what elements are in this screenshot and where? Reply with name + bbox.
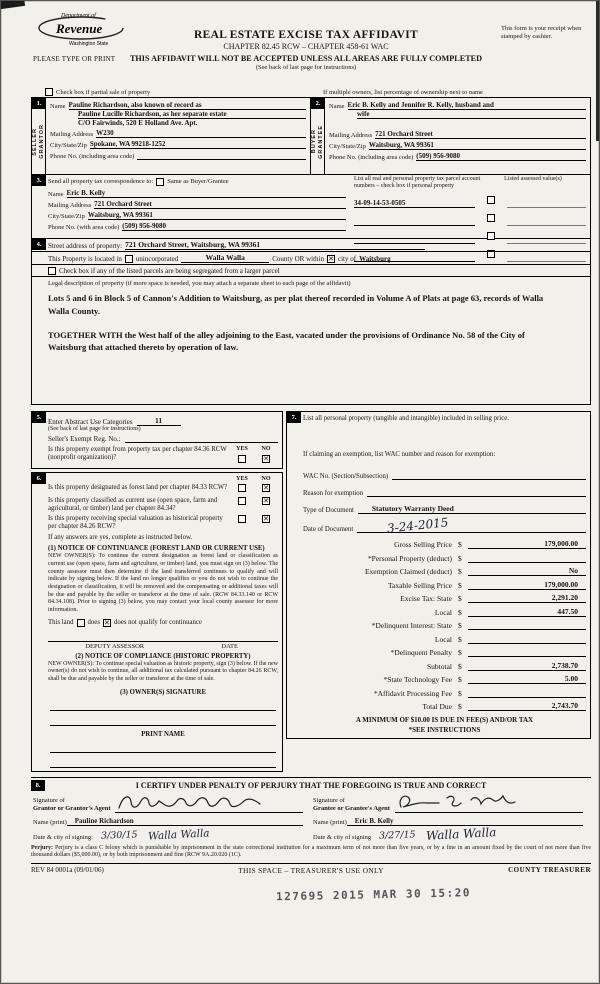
section-5-box xyxy=(31,411,283,469)
buyer-phone-field[interactable]: (509) 956-9080 xyxy=(416,152,586,161)
section-7-chip: 7. xyxy=(287,412,301,423)
parcel-row xyxy=(354,208,586,226)
buyer-grantee-side-label: BUYER GRANTEE xyxy=(311,109,325,174)
treasurer-space-label: THIS SPACE – TREASURER'S USE ONLY xyxy=(238,866,384,876)
personal-property-label: List all personal property (tangible and intangible) included in selling price. xyxy=(303,415,509,422)
section-8-chip: 8. xyxy=(31,780,45,791)
scan-artifact xyxy=(0,0,25,10)
does-label: does xyxy=(87,619,100,627)
seller-grantor-side-label: SELLER GRANTOR xyxy=(32,109,46,174)
county-field[interactable]: Walla Walla xyxy=(181,253,269,263)
handwritten-document-date: 3-24-2015 xyxy=(386,515,450,536)
section-2-chip: 2. xyxy=(311,98,325,109)
grantee-sig-label: Signature of xyxy=(313,797,345,805)
seller-phone-field[interactable] xyxy=(137,151,306,160)
section-5-chip: 5. xyxy=(32,412,46,423)
buyer-name-field-2[interactable]: wife xyxy=(357,110,586,119)
unincorporated-label: unincorporated xyxy=(135,255,179,263)
excise-tax-table xyxy=(303,536,586,712)
seller-city-field[interactable]: Spokane, WA 99218-1252 xyxy=(90,140,306,149)
reason-exemption-field[interactable] xyxy=(367,488,586,497)
receipt-note: This form is your receipt when stamped by cashier. xyxy=(501,25,582,41)
segregated-checkbox[interactable] xyxy=(48,267,56,275)
parcel-personal-checkbox[interactable] xyxy=(487,214,495,222)
money-row: Excise Tax: State $ 2,291.20 xyxy=(303,590,586,604)
assessed-value-field[interactable] xyxy=(507,217,586,226)
section-1-seller-box xyxy=(31,97,311,175)
deputy-assessor-line xyxy=(48,641,278,650)
buyer-mailing-field[interactable]: 721 Orchard Street xyxy=(375,130,586,139)
money-row: *Delinquent Penalty $ xyxy=(303,644,586,658)
seller-name-label: Name xyxy=(50,103,66,110)
grantor-sig-label: Signature of xyxy=(33,797,65,805)
question-row: Is this property receiving special valuation as historical property per chapter 84.26 RCW? ✕ xyxy=(48,514,269,530)
money-row: *Delinquent Interest: State $ xyxy=(303,617,586,631)
logo-text-top: Department of xyxy=(61,13,96,19)
money-row: Gross Selling Price $ 179,000.00 xyxy=(303,536,586,550)
exempt-question: Is this property exempt from property tax per chapter 84.36 RCW (nonprofit organization)? xyxy=(48,446,227,462)
legal-description-p2: TOGETHER WITH the West half of the alley adjoining to the East, vacated under the provisions of Ordinance No. 58 of the City of Waitsburg that attached thereto by operation of law. xyxy=(48,329,525,353)
affidavit-processing-fee-value[interactable] xyxy=(468,688,586,698)
multiple-owners-note: If multiple owners, list percentage of ownership next to name xyxy=(323,89,483,96)
seller-city-label: City/State/Zip xyxy=(50,142,87,149)
partial-sale-checkbox[interactable] xyxy=(45,88,53,96)
delinquent-interest-state-value[interactable] xyxy=(468,620,586,630)
exempt-yes-checkbox[interactable] xyxy=(238,455,246,463)
owner-signature-line[interactable] xyxy=(50,711,276,726)
exempt-reg-label: Seller's Exempt Reg. No.: xyxy=(48,435,121,443)
minimum-fee-note: A MINIMUM OF $10.00 IS DUE IN FEE(S) AND/OR TAX xyxy=(355,716,534,725)
date-of-document-label: Date of Document xyxy=(303,525,354,533)
logo-text-main: Revenue xyxy=(56,21,103,36)
partial-sale-label: Check box if partial sale of property xyxy=(56,88,151,96)
money-row: *State Technology Fee $ 5.00 xyxy=(303,671,586,685)
personal-property-deduct-value[interactable] xyxy=(468,553,586,563)
grantor-signature-field[interactable] xyxy=(115,793,303,813)
grantor-handwritten-date: 3/30/15 xyxy=(100,829,138,842)
section-2-buyer-box xyxy=(311,97,591,175)
no-header: NO xyxy=(261,446,271,452)
unincorporated-checkbox[interactable] xyxy=(125,255,133,263)
located-in-label: This Property is located in xyxy=(48,255,122,263)
excise-tax-state-value[interactable]: 2,291.20 xyxy=(468,593,586,603)
owner-signature-line[interactable] xyxy=(50,696,276,711)
page-title: REAL ESTATE EXCISE TAX AFFIDAVIT xyxy=(194,29,418,41)
money-row: Total Due $ 2,743.70 xyxy=(303,698,586,712)
grantor-name-print-label: Name (print) xyxy=(33,818,67,826)
corr-mailing-label: Mailing Address xyxy=(48,202,92,209)
buyer-city-label: City/State/Zip xyxy=(329,143,366,150)
grantee-signature-block: Signature of Grantee or Grantee's Agent Name (print) Eric B. Kelly Date & city of signing 3/27/15 Walla Walla xyxy=(311,792,591,841)
question-row: Is this property classified as current use (open space, farm and agricultural, or timber) land per chapter 84.34? ✕ xyxy=(48,496,269,512)
q3-no-checkbox[interactable]: ✕ xyxy=(263,514,269,523)
print-name-label: PRINT NAME xyxy=(141,730,185,738)
same-as-buyer-checkbox[interactable] xyxy=(156,178,164,186)
money-row: *Personal Property (deduct) $ xyxy=(303,549,586,563)
grantor-signature xyxy=(115,792,275,816)
print-name-line[interactable] xyxy=(50,753,276,768)
notice-continuance-body: NEW OWNER(S): To continue the current designation as forest land or classification as current use (open space, farm and agriculture, or timber) land, you must sign on (3) below. The county assessor must then determine if the land transferred continues to qualify and will indicate by signing below. If the land no longer qualifies or you do not wish to continue the designation or classification, it will be removed and the compensating or additional taxes will be due and payable by the seller or transferor at the time of sale. (RCW 84.33.140 or RCW 84.34.108). Prior to signing (3) below, you may contact your local county assessor for more information. xyxy=(48,553,278,613)
reason-exemption-label: Reason for exemption xyxy=(303,489,364,497)
seller-mailing-label: Mailing Address xyxy=(50,131,94,138)
notice-compliance-title: (2) NOTICE OF COMPLIANCE (HISTORIC PROPERTY) xyxy=(75,652,251,660)
buyer-phone-label: Phone No. (including area code) xyxy=(329,154,414,161)
corr-city-field[interactable]: Waitsburg, WA 99361 xyxy=(88,211,346,220)
assessed-values-header: Listed assessed value(s) xyxy=(504,176,562,182)
yes-header: YES xyxy=(236,446,248,452)
owners-signature-label: (3) OWNER(S) SIGNATURE xyxy=(120,688,206,696)
money-row: Local $ xyxy=(303,630,586,644)
date-label: DATE xyxy=(221,642,238,650)
delinquent-interest-local-value[interactable] xyxy=(468,634,586,644)
section-8-certification xyxy=(31,777,591,841)
question-row: Is this property designated as forest land per chapter 84.33 RCW? ✕ xyxy=(48,484,269,493)
please-type-label: PLEASE TYPE OR PRINT xyxy=(33,55,116,63)
parcel-number-field[interactable]: 34-09-14-53-0505 xyxy=(354,199,475,208)
seller-name-field-2[interactable]: Pauline Lucille Richardson, as her separate estate xyxy=(78,110,306,119)
abstract-use-field[interactable]: 11 xyxy=(137,416,181,426)
state-technology-fee-value[interactable]: 5.00 xyxy=(468,674,586,684)
if-yes-note: If any answers are yes, complete as instructed below. xyxy=(48,534,193,542)
wac-no-label: WAC No. (Section/Subsection) xyxy=(303,472,389,480)
wac-no-field[interactable] xyxy=(392,471,586,480)
section-3-chip: 3. xyxy=(32,175,46,186)
grantee-handwritten-date: 3/27/15 xyxy=(378,829,416,842)
same-as-buyer-label: Same as Buyer/Grantee xyxy=(167,178,229,185)
buyer-mailing-label: Mailing Address xyxy=(329,132,373,139)
q2-no-checkbox[interactable]: ✕ xyxy=(263,496,269,505)
legal-description-p1: Lots 5 and 6 in Block 5 of Cannon's Addition to Waitsburg, as per plat thereof recorded in Volume A of Plats at page 63, records of Walla Walla County. xyxy=(48,293,544,316)
logo-text-sub: Washington State xyxy=(69,41,109,47)
grantee-signature-field[interactable] xyxy=(395,793,583,813)
exemption-claimed-value[interactable]: No xyxy=(468,566,586,576)
money-row: Exemption Claimed (deduct) $ No xyxy=(303,563,586,577)
seller-phone-label: Phone No. (including area code) xyxy=(50,153,135,160)
delinquent-penalty-value[interactable] xyxy=(468,647,586,657)
money-row: Local $ 447.50 xyxy=(303,603,586,617)
seller-co-line: C/O Fairwinds, 520 E Holland Ave. Apt. xyxy=(78,119,198,127)
section-4-chip: 4. xyxy=(32,239,46,250)
exempt-no-checkbox[interactable]: ✕ xyxy=(263,455,269,464)
type-of-document-field[interactable]: Statutory Warranty Deed xyxy=(358,504,586,514)
grantor-signature-block: Signature of Grantor or Grantor's Agent Name (print) Pauline Richardson Date & city of signing: 3/30/15 Walla Walla xyxy=(31,792,311,841)
section-6-chip: 6. xyxy=(32,473,46,484)
county-or-label: County OR within xyxy=(272,255,324,263)
warning-text: THIS AFFIDAVIT WILL NOT BE ACCEPTED UNLESS ALL AREAS ARE FULLY COMPLETED xyxy=(129,54,483,63)
grantee-date-label: Date & city of signing xyxy=(313,833,372,841)
no-header: NO xyxy=(261,476,271,483)
parcel-personal-checkbox[interactable] xyxy=(487,196,495,204)
title-block xyxy=(101,29,511,71)
buyer-city-field[interactable]: Waitsburg, WA 99361 xyxy=(369,141,586,150)
legal-description-label: Legal description of property (if more space is needed, you may attach a separate sheet to each page of the affidavit) xyxy=(48,280,351,287)
section-1-chip: 1. xyxy=(32,98,46,109)
q1-no-checkbox[interactable]: ✕ xyxy=(263,484,269,493)
gross-selling-price-value[interactable]: 179,000.00 xyxy=(468,539,586,549)
corr-name-label: Name xyxy=(48,191,64,198)
parcel-row xyxy=(354,190,586,208)
send-correspondence-label: Send all property tax correspondence to: xyxy=(48,178,154,185)
corr-phone-label: Phone No. (with area code) xyxy=(48,224,120,231)
certify-statement: I CERTIFY UNDER PENALTY OF PERJURY THAT THE FOREGOING IS TRUE AND CORRECT xyxy=(135,780,487,790)
corr-mailing-field[interactable]: 721 Orchard Street xyxy=(94,200,346,209)
party-row xyxy=(31,97,591,175)
parcel-number-field[interactable] xyxy=(354,217,475,226)
section-3-box xyxy=(31,175,591,239)
seller-name-field[interactable]: Pauline Richardson, also known of record as xyxy=(69,101,306,110)
q1-yes-checkbox[interactable] xyxy=(238,484,246,492)
see-instructions-note: *SEE INSTRUCTIONS xyxy=(408,725,481,734)
legal-description-area[interactable] xyxy=(32,288,590,404)
money-row: *Affidavit Processing Fee $ xyxy=(303,684,586,698)
excise-tax-local-value[interactable]: 447.50 xyxy=(468,607,586,617)
personal-property-field[interactable] xyxy=(303,423,586,451)
taxable-selling-price-value[interactable]: 179,000.00 xyxy=(468,580,586,590)
does-checkbox[interactable] xyxy=(77,619,85,627)
assessed-value-field[interactable] xyxy=(507,199,586,208)
see-back-note: (See back of last page for instructions) xyxy=(255,64,357,71)
grantee-name-field[interactable]: Eric B. Kelly xyxy=(347,817,583,826)
cashier-date-stamp: 127695 2015 MAR 30 15:20 xyxy=(275,886,472,904)
deputy-assessor-label: DEPUTY ASSESSOR xyxy=(85,642,145,650)
county-treasurer-label: COUNTY TREASURER xyxy=(508,866,591,875)
grantee-name-print-label: Name (print) xyxy=(313,818,347,826)
this-land-label: This land xyxy=(48,619,74,627)
buyer-name-field[interactable]: Eric B. Kelly and Jennifer R. Kelly, husband and xyxy=(348,101,586,110)
street-address-field[interactable]: 721 Orchard Street, Waitsburg, WA 99361 xyxy=(125,240,425,250)
abstract-use-label: Enter Abstract Use Categories xyxy=(48,418,133,426)
see-back-note-2: (See back of last page for instructions) xyxy=(48,426,141,432)
q3-yes-checkbox[interactable] xyxy=(238,515,246,523)
scan-artifact xyxy=(596,1,599,141)
date-of-document-field[interactable] xyxy=(357,515,586,536)
parcel-numbers-header: List all real and personal property tax parcel account numbers – check box if personal property xyxy=(354,176,481,189)
subtotal-value[interactable]: 2,738.70 xyxy=(468,661,586,671)
total-due-value[interactable]: 2,743.70 xyxy=(468,701,586,711)
print-name-line[interactable] xyxy=(50,738,276,753)
type-of-document-label: Type of Document xyxy=(303,506,354,514)
corr-name-field[interactable]: Eric B. Kelly xyxy=(67,189,347,198)
footer-bar xyxy=(31,863,591,875)
notice-compliance-body: NEW OWNER(S): To continue special valuation as historic property, sign (3) below. If the new owner(s) do not wish to continue, all additional tax calculated pursuant to chapter 84.26 RCW, shall be due and payable by the seller or transferor at the time of sale. xyxy=(48,660,278,682)
pre-row xyxy=(31,88,591,96)
money-row: Taxable Selling Price $ 179,000.00 xyxy=(303,576,586,590)
perjury-note: Perjury: Perjury is a class C felony which is punishable by imprisonment in the state correctional institution for a maximum term of not more than five years, or by a fine in an amount fixed by the court of not more than five thousand dollars ($5,000.00), or by both imprisonment and fine (RCW 9A.20.020 (1C). xyxy=(31,844,592,859)
q2-yes-checkbox[interactable] xyxy=(238,497,246,505)
grantee-handwritten-city: Walla Walla xyxy=(425,824,497,843)
corr-phone-field[interactable]: (509) 956-9080 xyxy=(122,222,346,231)
exemption-claim-label: If claiming an exemption, list WAC number and reason for exemption: xyxy=(303,451,496,459)
form-number: REV 84 0001a (09/01/06) xyxy=(31,866,104,875)
does-not-label: does not qualify for continuance xyxy=(113,619,202,627)
notice-continuance-title: (1) NOTICE OF CONTINUANCE (FOREST LAND OR CURRENT USE) xyxy=(48,545,265,553)
city-checkbox[interactable]: ✕ xyxy=(328,255,334,263)
corr-city-label: City/State/Zip xyxy=(48,213,85,220)
yes-header: YES xyxy=(236,476,248,483)
city-of-label: city of xyxy=(338,255,357,263)
section-4-box xyxy=(31,239,591,405)
grantor-handwritten-city: Walla Walla xyxy=(147,827,210,843)
segregated-label: Check box if any of the listed parcels are being segregated from a larger parcel xyxy=(59,267,280,275)
form-header xyxy=(31,7,591,87)
grantor-date-label: Date & city of signing: xyxy=(33,833,93,841)
section-6-box xyxy=(31,472,283,771)
grantor-name-field[interactable]: Pauline Richardson xyxy=(67,817,303,826)
exempt-reg-field[interactable] xyxy=(125,434,278,443)
buyer-name-label: Name xyxy=(329,103,345,110)
street-address-label: Street address of property: xyxy=(48,242,123,250)
money-row: Subtotal $ 2,738.70 xyxy=(303,657,586,671)
city-field[interactable]: Waitsburg xyxy=(359,255,391,263)
chapter-subtitle: CHAPTER 82.45 RCW – CHAPTER 458-61 WAC xyxy=(223,42,389,51)
seller-mailing-field[interactable]: W230 xyxy=(96,129,306,138)
grantee-signature xyxy=(395,792,545,816)
does-not-checkbox[interactable]: ✕ xyxy=(104,618,110,627)
section-7-box xyxy=(286,411,591,739)
